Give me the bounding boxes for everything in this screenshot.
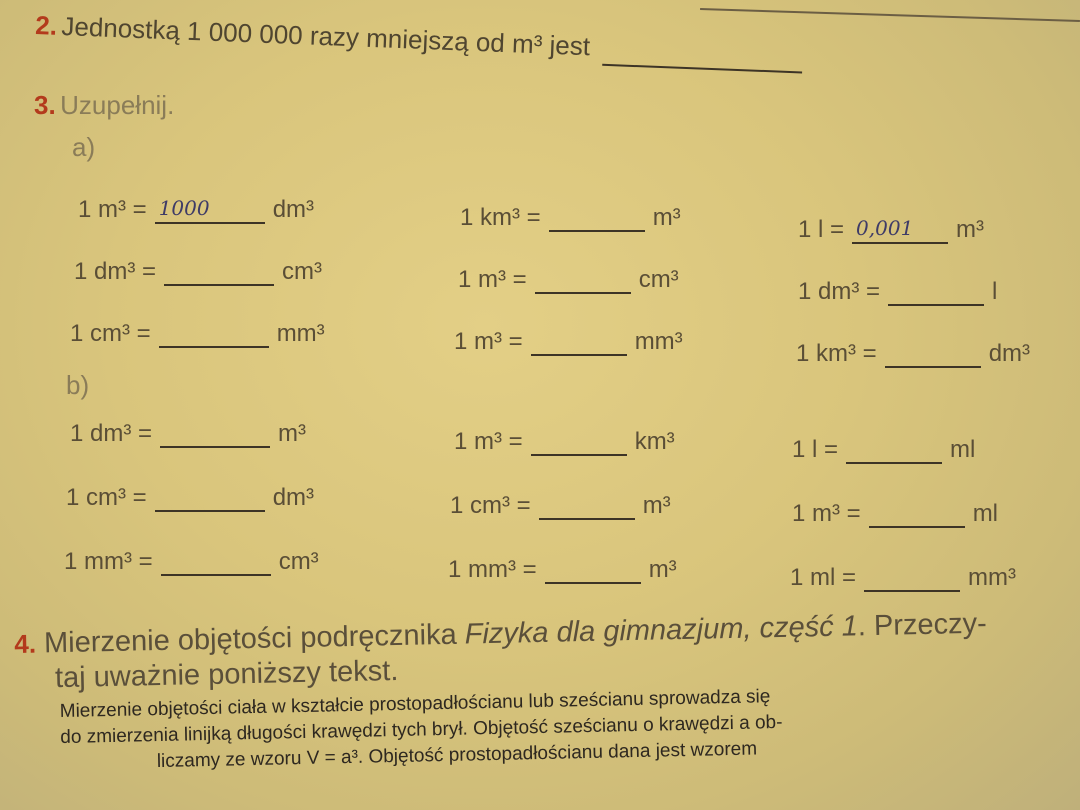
conversion-item <box>790 564 1016 592</box>
answer-blank[interactable] <box>164 260 274 286</box>
answer-blank[interactable] <box>161 550 271 576</box>
task-2-answer-blank[interactable] <box>602 40 803 74</box>
conversion-left: 1 m³ = <box>78 196 147 223</box>
conversion-item <box>70 420 306 448</box>
conversion-item <box>78 196 314 224</box>
conversion-item <box>448 556 677 584</box>
conversion-item <box>458 266 679 294</box>
task-4-body-line3: liczamy ze wzoru V = a³. Objętość prostopadłościanu dana jest wzorem <box>156 738 758 773</box>
conversion-item <box>798 278 997 306</box>
conversion-left: 1 cm³ = <box>450 492 531 519</box>
task-4-title-end: . Przeczy- <box>857 607 988 643</box>
task-4 <box>14 606 1077 778</box>
task-4-body-line2: do zmierzenia linijką długości krawędzi tych brył. Objętość sześcianu o krawędzi a ob- <box>60 711 783 749</box>
task-2-text: Jednostką 1 000 000 razy mniejszą od m³ jest <box>60 11 591 62</box>
task-2-number: 2. <box>34 9 58 41</box>
task-4-title-book: Fizyka dla gimnazjum, część 1 <box>464 610 859 651</box>
task-2 <box>35 8 811 71</box>
task-3-title: Uzupełnij. <box>60 90 175 120</box>
conversion-item <box>74 258 322 286</box>
conversion-item <box>64 548 319 576</box>
task-3-number: 3. <box>34 90 56 120</box>
conversion-item <box>792 500 998 528</box>
conversion-unit: cm³ <box>638 266 679 293</box>
conversion-left: 1 m³ = <box>454 428 523 455</box>
conversion-unit: mm³ <box>634 328 683 355</box>
conversion-left: 1 dm³ = <box>798 278 881 305</box>
task-4-title-line2: taj uważnie poniższy tekst. <box>54 654 399 695</box>
conversion-unit: dm³ <box>272 484 315 511</box>
conversion-unit: l <box>992 278 998 305</box>
conversion-unit: cm³ <box>278 548 319 575</box>
conversion-item <box>792 436 975 464</box>
conversion-item <box>66 484 314 512</box>
task-4-title-start: Mierzenie objętości podręcznika <box>43 618 466 660</box>
answer-blank[interactable] <box>535 268 631 294</box>
conversion-unit: ml <box>950 436 976 463</box>
answer-blank[interactable] <box>531 330 627 356</box>
conversion-item <box>796 340 1030 368</box>
answer-blank[interactable] <box>846 438 942 464</box>
answer-blank[interactable] <box>159 322 269 348</box>
conversion-left: 1 m³ = <box>458 266 527 293</box>
task-4-body-line1: Mierzenie objętości ciała w kształcie prostopadłościanu lub sześcianu sprowadza się <box>59 686 771 723</box>
handwritten-answer: 0,001 <box>856 216 914 240</box>
task-3-heading <box>34 90 174 121</box>
conversion-left: 1 cm³ = <box>70 320 151 347</box>
answer-blank[interactable] <box>549 206 645 232</box>
conversion-left: 1 km³ = <box>796 340 877 367</box>
answer-blank[interactable] <box>545 558 641 584</box>
answer-blank[interactable] <box>531 430 627 456</box>
conversion-unit: mm³ <box>276 320 325 347</box>
conversion-unit: m³ <box>956 216 985 243</box>
conversion-item <box>454 328 683 356</box>
conversion-left: 1 l = <box>798 216 845 243</box>
answer-blank[interactable] <box>155 198 265 224</box>
conversion-item <box>460 204 681 232</box>
answer-blank[interactable] <box>869 502 965 528</box>
handwritten-answer: 1000 <box>158 196 210 220</box>
answer-blank[interactable] <box>885 342 981 368</box>
answer-blank[interactable] <box>539 494 635 520</box>
top-rule <box>700 8 1080 22</box>
task-4-number: 4. <box>14 628 37 659</box>
answer-blank[interactable] <box>155 486 265 512</box>
conversion-unit: dm³ <box>988 340 1031 367</box>
task-3-part-a-label: a) <box>72 132 96 162</box>
conversion-unit: m³ <box>652 204 681 231</box>
conversion-left: 1 ml = <box>790 564 857 591</box>
conversion-item <box>450 492 671 520</box>
conversion-unit: m³ <box>278 420 307 447</box>
answer-blank[interactable] <box>160 422 270 448</box>
conversion-item <box>70 320 325 348</box>
answer-blank[interactable] <box>852 218 948 244</box>
task-3-part-b-label: b) <box>66 370 90 400</box>
conversion-left: 1 m³ = <box>454 328 523 355</box>
conversion-left: 1 km³ = <box>460 204 541 231</box>
conversion-left: 1 mm³ = <box>448 556 537 583</box>
answer-blank[interactable] <box>864 566 960 592</box>
conversion-left: 1 cm³ = <box>66 484 147 511</box>
conversion-left: 1 dm³ = <box>70 420 153 447</box>
conversion-left: 1 m³ = <box>792 500 861 527</box>
conversion-unit: m³ <box>648 556 677 583</box>
conversion-item <box>454 428 675 456</box>
conversion-left: 1 l = <box>792 436 839 463</box>
conversion-unit: km³ <box>634 428 675 455</box>
conversion-left: 1 dm³ = <box>74 258 157 285</box>
conversion-left: 1 mm³ = <box>64 548 153 575</box>
conversion-unit: cm³ <box>282 258 323 285</box>
conversion-unit: m³ <box>642 492 671 519</box>
conversion-unit: mm³ <box>968 564 1017 591</box>
answer-blank[interactable] <box>888 280 984 306</box>
conversion-unit: ml <box>972 500 999 527</box>
conversion-unit: dm³ <box>272 196 315 223</box>
conversion-item <box>798 216 984 244</box>
